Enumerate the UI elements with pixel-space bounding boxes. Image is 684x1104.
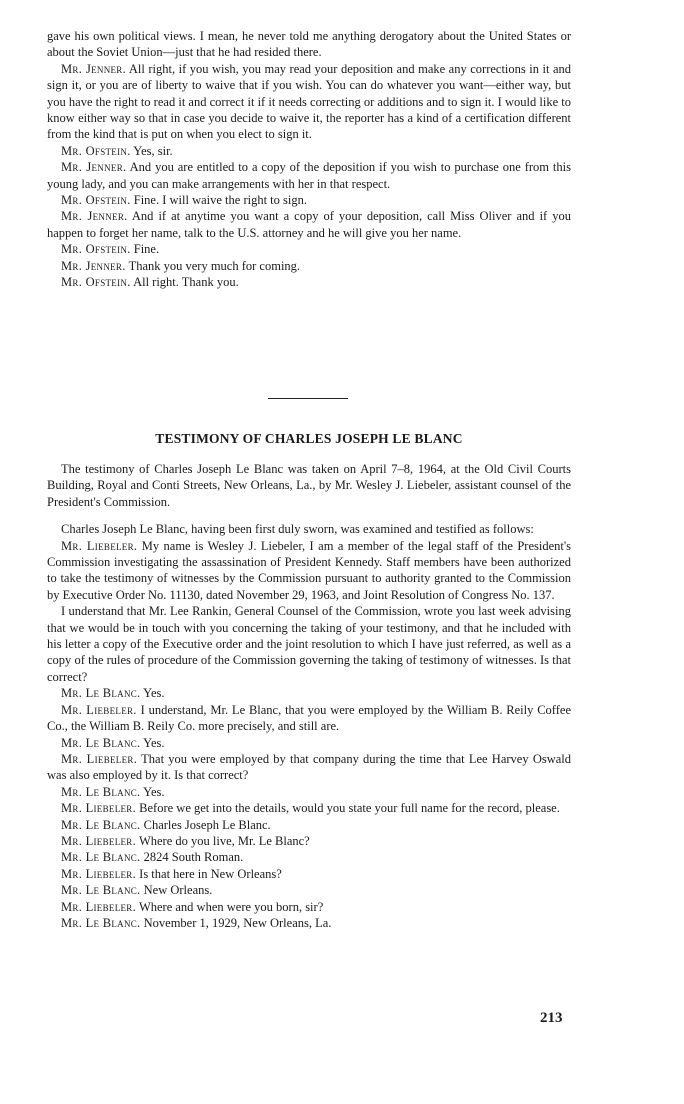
speaker-name: Mr. Ofstein.: [61, 275, 131, 290]
speaker-name: Mr. Liebeler.: [61, 801, 137, 816]
paragraph: Mr. Le Blanc. New Orleans.: [61, 883, 213, 898]
paragraph: I understand that Mr. Lee Rankin, General Counsel of the Commission, wrote you last week advising that we would be in touch with you concerning the taking of your testimony, and that he included with his letter a copy of the Executive order and the joint resolution to which I have just referred, as well as a copy of the rules of procedure of the Commission governing the taking of testimony of witnesses. Is that correct?: [47, 604, 571, 684]
paragraph: Mr. Liebeler. I understand, Mr. Le Blanc, that you were employed by the William B. Reily Coffee Co., the William B. Reily Co. more precisely, and still are.: [47, 702, 571, 734]
paragraph: Mr. Jenner. And you are entitled to a copy of the deposition if you wish to purchase one from this young lady, and you can make arrangements with her in that respect.: [47, 160, 571, 191]
speaker-name: Mr. Jenner.: [61, 209, 128, 224]
section-title: TESTIMONY OF CHARLES JOSEPH LE BLANC: [155, 431, 463, 446]
intro-paragraph: The testimony of Charles Joseph Le Blanc was taken on April 7–8, 1964, at the Old Civil Courts Building, Royal and Conti Streets, New Orleans, La., by Mr. Wesley J. Liebeler, assistant counsel of the President's Commission.: [47, 462, 571, 509]
paragraph: Mr. Le Blanc. Charles Joseph Le Blanc.: [61, 817, 271, 832]
speaker-name: Mr. Le Blanc.: [61, 735, 141, 750]
intro-paragraph: Charles Joseph Le Blanc, having been first duly sworn, was examined and testified as follows:: [61, 522, 534, 537]
speaker-name: Mr. Ofstein.: [61, 193, 131, 208]
paragraph: Mr. Liebeler. That you were employed by that company during the time that Lee Harvey Oswald was also employed by it. Is that correct?: [47, 751, 572, 783]
paragraph: Mr. Jenner. All right, if you wish, you may read your deposition and make any corrections in it and sign it, or you are of liberty to waive that if you wish. You can do whatever you want—either way, but you have the right to read it and correct it if it needs correcting or additions and to sign it. I would like to know either way so that in case you decide to waive it, the reporter has a kind of a certification different from the kind that is put on when you elect to sign it.: [47, 61, 572, 142]
paragraph: Mr. Le Blanc. November 1, 1929, New Orleans, La.: [61, 915, 332, 930]
paragraph: Mr. Ofstein. Fine.: [61, 242, 160, 257]
speaker-name: Mr. Le Blanc.: [61, 817, 141, 832]
speaker-name: Mr. Le Blanc.: [61, 883, 141, 898]
section-divider: [268, 398, 348, 399]
paragraph: Mr. Liebeler. Where do you live, Mr. Le Blanc?: [61, 833, 310, 848]
paragraph: Mr. Ofstein. Yes, sir.: [61, 143, 173, 158]
speaker-name: Mr. Liebeler.: [61, 899, 137, 914]
speaker-name: Mr. Liebeler.: [61, 702, 137, 717]
paragraph: Mr. Jenner. Thank you very much for coming.: [61, 258, 301, 273]
speaker-name: Mr. Ofstein.: [61, 242, 131, 257]
speaker-name: Mr. Jenner.: [61, 61, 127, 76]
speaker-name: Mr. Le Blanc.: [61, 850, 141, 865]
page-number: 213: [540, 1010, 563, 1026]
speaker-name: Mr. Ofstein.: [61, 143, 131, 158]
paragraph: Mr. Ofstein. All right. Thank you.: [61, 275, 239, 290]
le-blanc-testimony: [47, 461, 571, 931]
paragraph: Mr. Le Blanc. 2824 South Roman.: [61, 850, 244, 865]
speaker-name: Mr. Liebeler.: [61, 833, 137, 848]
speaker-name: Mr. Jenner.: [61, 160, 127, 175]
speaker-name: Mr. Jenner.: [61, 258, 126, 273]
paragraph: Mr. Liebeler. Where and when were you born, sir?: [61, 899, 324, 914]
paragraph: Mr. Le Blanc. Yes.: [61, 686, 165, 701]
speaker-name: Mr. Le Blanc.: [61, 686, 141, 701]
previous-testimony-continuation: [47, 28, 571, 291]
paragraph: gave his own political views. I mean, he never told me anything derogatory about the United States or about the Soviet Union—just that he had resided there.: [47, 29, 571, 60]
speaker-name: Mr. Le Blanc.: [61, 784, 141, 799]
speaker-name: Mr. Liebeler.: [61, 538, 138, 553]
paragraph: Mr. Jenner. And if at anytime you want a copy of your deposition, call Miss Oliver and if you happen to forget her name, talk to the U.S. attorney and he will give you her name.: [47, 209, 571, 240]
paragraph: Mr. Le Blanc. Yes.: [61, 784, 165, 799]
paragraph: Mr. Liebeler. Before we get into the details, would you state your full name for the record, please.: [61, 801, 560, 816]
speaker-name: Mr. Liebeler.: [61, 751, 138, 766]
paragraph: Mr. Liebeler. Is that here in New Orleans?: [61, 866, 282, 881]
paragraph: Mr. Ofstein. Fine. I will waive the right to sign.: [61, 193, 307, 208]
paragraph: Mr. Liebeler. My name is Wesley J. Liebeler, I am a member of the legal staff of the President's Commission investigating the assassination of President Kennedy. Staff members have been authorized to take the testimony of witnesses by the Commission pursuant to authority granted to the Commission by Executive Order No. 11130, dated November 29, 1963, and Joint Resolution of Congress No. 137.: [47, 538, 571, 602]
paragraph: Mr. Le Blanc. Yes.: [61, 735, 165, 750]
speaker-name: Mr. Le Blanc.: [61, 915, 141, 930]
speaker-name: Mr. Liebeler.: [61, 866, 137, 881]
